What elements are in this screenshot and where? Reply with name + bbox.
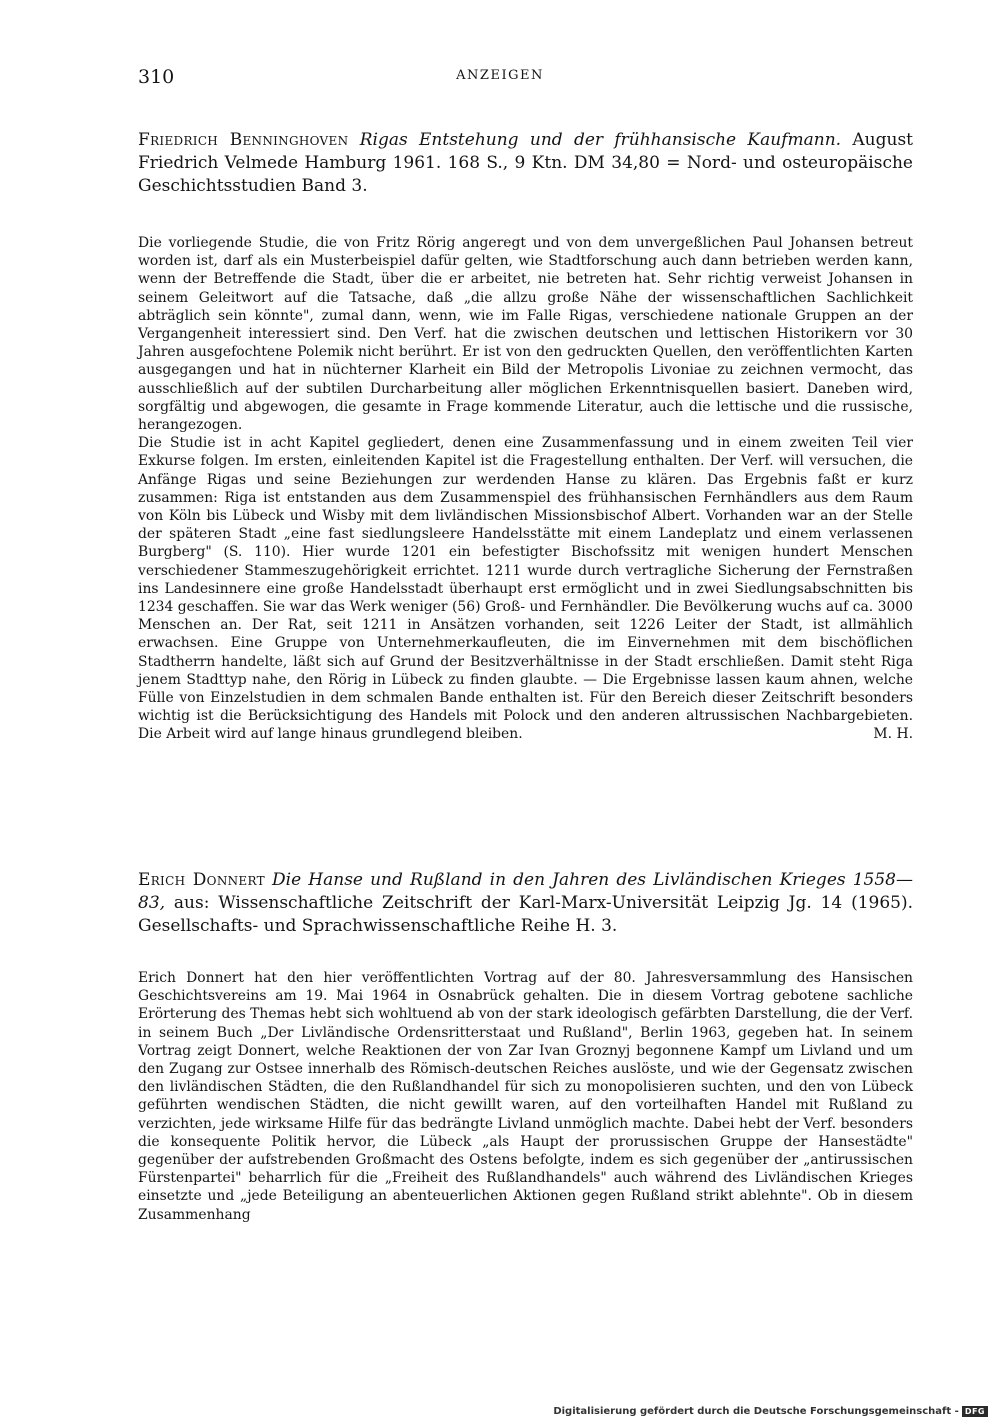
review-benninghoven xyxy=(138,129,913,744)
review-body xyxy=(138,969,913,1224)
review-author: Friedrich Benninghoven xyxy=(138,130,349,150)
review-donnert xyxy=(138,869,913,1224)
dfg-logo: DFG xyxy=(962,1406,988,1417)
paragraph: Erich Donnert hat den hier veröffentlichten Vortrag auf der 80. Jahresversammlung des Hansischen Geschichtsvereins am 19. Mai 1964 in Osnabrück gehalten. Die in diesem Vortrag gebotene sachliche Erörterung des Themas hebt sich wohltuend ab von der stark ideologisch gefärbten Darstellung, die der Verf. in seinem Buch „Der Livländische Ordensritterstaat und Rußland", Berlin 1963, gegeben hat. In seinem Vortrag zeigt Donnert, welche Reaktionen der von Zar Ivan Groznyj begonnene Kampf um Livland und um den Zugang zur Ostsee innerhalb des Römisch-deutschen Reiches auslöste, und wie der Gegensatz zwischen den livländischen Städten, die den Rußlandhandel für sich zu monopolisieren suchten, und den von Lübeck geführten wendischen Städten, die nicht gewillt waren, auf den vorteilhaften Handel mit Rußland zu verzichten, jede wirksame Hilfe für das bedrängte Livland unmöglich machte. Dabei hebt der Verf. besonders die konsequente Politik hervor, die Lübeck „als Haupt der prorussischen Gruppe der Hansestädte" gegenüber der aufstrebenden Großmacht des Ostens befolgte, indem es sich gegenüber der „antirussischen Fürstenpartei" beharrlich für die „Freiheit des Rußlandhandels" auch während des Livländischen Krieges einsetzte und „jede Beteiligung an abenteuerlichen Aktionen gegen Rußland strikt ablehnte". Ob in diesem Zusammenhang xyxy=(138,970,913,1223)
reviewer-signature: M. H. xyxy=(873,726,913,743)
review-details: aus: Wissenschaftliche Zeitschrift der Karl-Marx-Universität Leipzig Jg. 14 (1965). Gesellschafts- und Sprachwissenschaftliche Reihe H. 3. xyxy=(138,893,914,936)
running-head: ANZEIGEN xyxy=(456,68,544,83)
review-title: Die Hanse und Rußland in den Jahren des Livländischen Krieges 1558—83, xyxy=(138,870,913,913)
review-title: Rigas Entstehung und der frühhansische Kaufmann. xyxy=(359,130,842,150)
footer-text: Digitalisierung gefördert durch die Deutsche Forschungsgemeinschaft - xyxy=(553,1406,959,1417)
digitization-footer xyxy=(553,1406,988,1417)
paragraph: Die vorliegende Studie, die von Fritz Rörig angeregt und von dem unvergeßlichen Paul Johansen betreut worden ist, darf als ein Musterbeispiel dafür gelten, wie Stadtforschung auch dann betrieben werden kann, wenn der Betreffende die Stadt, über die er arbeitet, nie betreten hat. Sehr richtig verweist Johansen in seinem Geleitwort auf die Tatsache, daß „die allzu große Nähe der wissenschaftlichen Sachlichkeit abträglich sein könnte", zumal dann, wenn, wie im Falle Rigas, verschiedene nationale Gruppen an der Vergangenheit interessiert sind. Den Verf. hat die zwischen deutschen und lettischen Historikern vor 30 Jahren ausgefochtene Polemik nicht berührt. Er ist von den gedruckten Quellen, den veröffentlichten Karten ausgegangen und hat in nüchterner Klarheit ein Bild der Metropolis Livoniae zu zeichnen vermocht, das ausschließlich auf der subtilen Durcharbeitung aller möglichen Erkenntnisquellen basiert. Daneben wird, sorgfältig und abgewogen, die gesamte in Frage kommende Literatur, auch die lettische und die russische, herangezogen. xyxy=(138,235,913,434)
review-author: Erich Donnert xyxy=(138,870,265,890)
citation xyxy=(138,869,913,938)
page-number: 310 xyxy=(138,66,175,88)
review-body xyxy=(138,234,913,744)
citation xyxy=(138,129,913,198)
paragraph xyxy=(138,434,913,743)
review-details: August Friedrich Velmede Hamburg 1961. 168 S., 9 Ktn. DM 34,80 = Nord- und osteuropäische Geschichtsstudien Band 3. xyxy=(138,130,914,196)
paragraph-text: Die Studie ist in acht Kapitel gegliedert, denen eine Zusammenfassung und in einem zweiten Teil vier Exkurse folgen. Im ersten, einleitenden Kapitel ist die Fragestellung enthalten. Der Verf. will versuchen, die Anfänge Rigas und seine Beziehungen zur werdenden Hanse zu klären. Das Ergebnis faßt er kurz zusammen: Riga ist entstanden aus dem Zusammenspiel des frühhansischen Fernhändlers aus dem Raum von Köln bis Lübeck und Wisby mit dem livländischen Missionsbischof Albert. Vorhanden war an der Stelle der späteren Stadt „eine fast siedlungsleere Handelsstätte mit einem Landeplatz und einem verlassenen Burgberg" (S. 110). Hier wurde 1201 ein befestigter Bischofssitz mit wenigen hundert Menschen verschiedener Stammeszugehörigkeit errichtet. 1211 wurde durch vertragliche Sicherung der Fernstraßen ins Landesinnere eine große Handelsstadt überhaupt erst ermöglicht und in zwei Siedlungsabschnitten bis 1234 geschaffen. Sie war das Werk weniger (56) Groß- und Fernhändler. Die Bevölkerung wuchs auf ca. 3000 Menschen an. Der Rat, seit 1211 in Ansätzen vorhanden, seit 1226 Leiter der Stadt, ist allmählich erwachsen. Eine Gruppe von Unternehmerkaufleuten, die im Einvernehmen mit dem bischöflichen Stadtherrn handelte, läßt sich auf Grund der Besitzverhältnisse in der Stadt erschließen. Damit steht Riga jenem Stadttyp nahe, den Rörig in Lübeck zu finden glaubte. — Die Ergebnisse lassen kaum ahnen, welche Fülle von Einzelstudien in dem schmalen Bande enthalten ist. Für den Bereich dieser Zeitschrift besonders wichtig ist die Berücksichtigung des Handels mit Polock und den anderen altrussischen Nachbargebieten. Die Arbeit wird auf lange hinaus grundlegend bleiben. xyxy=(138,435,913,743)
